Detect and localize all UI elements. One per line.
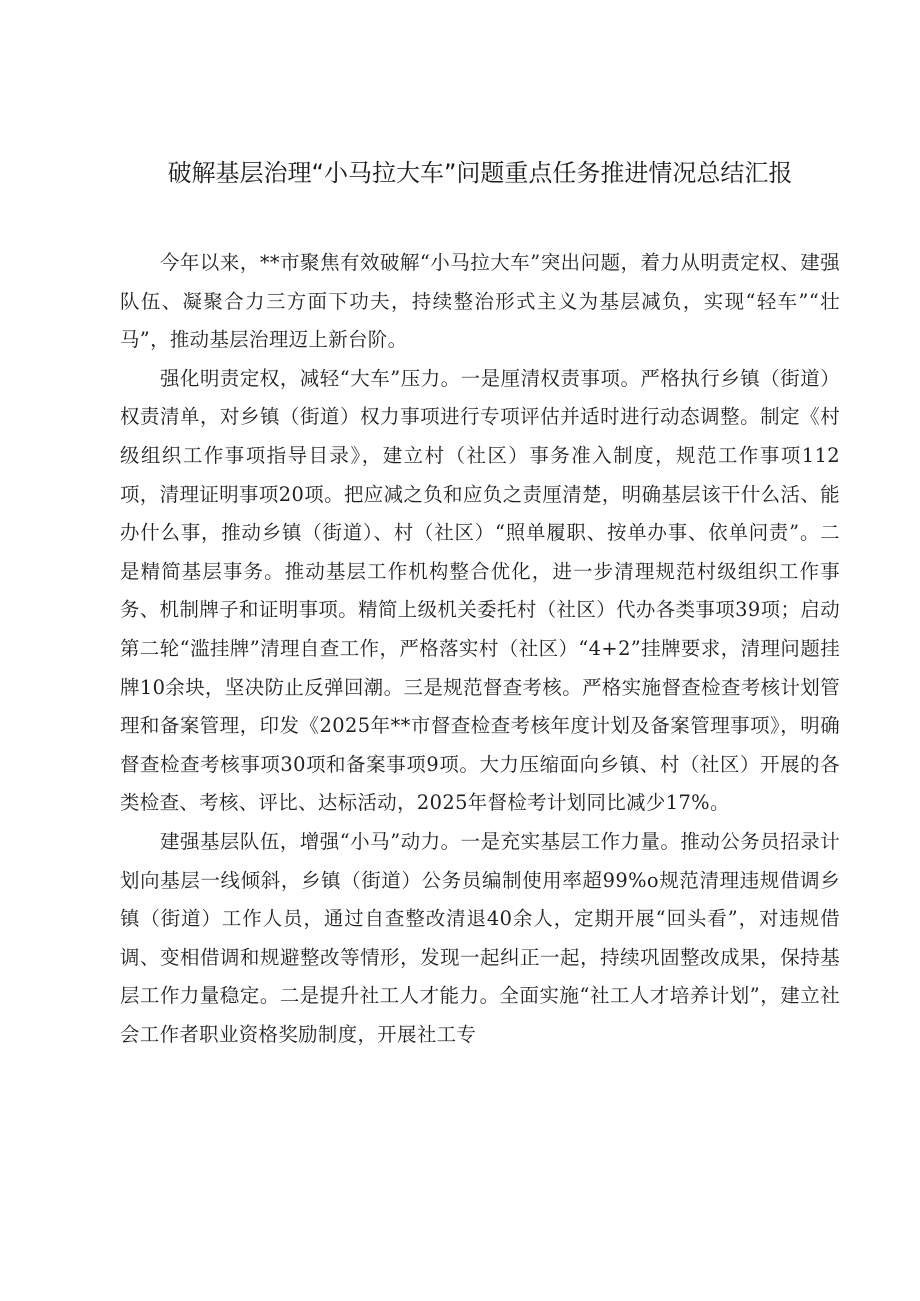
paragraph-strengthen-teams: 建强基层队伍，增强“小马”动力。一是充实基层工作力量。推动公务员招录计划向基层一线倾斜，乡镇（街道）公务员编制使用率超99%o规范清理违规借调乡镇（街道）工作人员，通过自查整改清退40余人，定期开展“回头看”，对违规借调、变相借调和规避整改等情形，发现一起纠正一起，持续巩固整改成果，保持基层工作力量稳定。二是提升社工人才能力。全面实施“社工人才培养计划”，建立社会工作者职业资格奖励制度，开展社工专	[120, 829, 840, 1046]
document-title: 破解基层治理“小马拉大车”问题重点任务推进情况总结汇报	[167, 159, 793, 187]
paragraph-intro: 今年以来，**市聚焦有效破解“小马拉大车”突出问题，着力从明责定权、建强队伍、凝聚合力三方面下功夫，持续整治形式主义为基层减负，实现“轻车”“壮马”，推动基层治理迈上新台阶。	[120, 251, 840, 352]
paragraph-clarify-responsibilities: 强化明责定权，减轻“大车”压力。一是厘清权责事项。严格执行乡镇（街道）权责清单，对乡镇（街道）权力事项进行专项评估并适时进行动态调整。制定《村级组织工作事项指导目录》，建立村（社区）事务准入制度，规范工作事项112项，清理证明事项20项。把应减之负和应负之责厘清楚，明确基层该干什么活、能办什么事，推动乡镇（街道）、村（社区）“照单履职、按单办事、依单问责”。二是精简基层事务。推动基层工作机构整合优化，进一步清理规范村级组织工作事务、机制牌子和证明事项。精简上级机关委托村（社区）代办各类事项39项；启动第二轮“滥挂牌”清理自查工作，严格落实村（社区）“4+2”挂牌要求，清理问题挂牌10余块，坚决防止反弹回潮。三是规范督查考核。严格实施督查检查考核计划管理和备案管理，印发《2025年**市督查检查考核年度计划及备案管理事项》，明确督查检查考核事项30项和备案事项9项。大力压缩面向乡镇、村（社区）开展的各类检查、考核、评比、达标活动，2025年督检考计划同比减少17%。	[120, 366, 840, 815]
document-body	[120, 244, 840, 1054]
